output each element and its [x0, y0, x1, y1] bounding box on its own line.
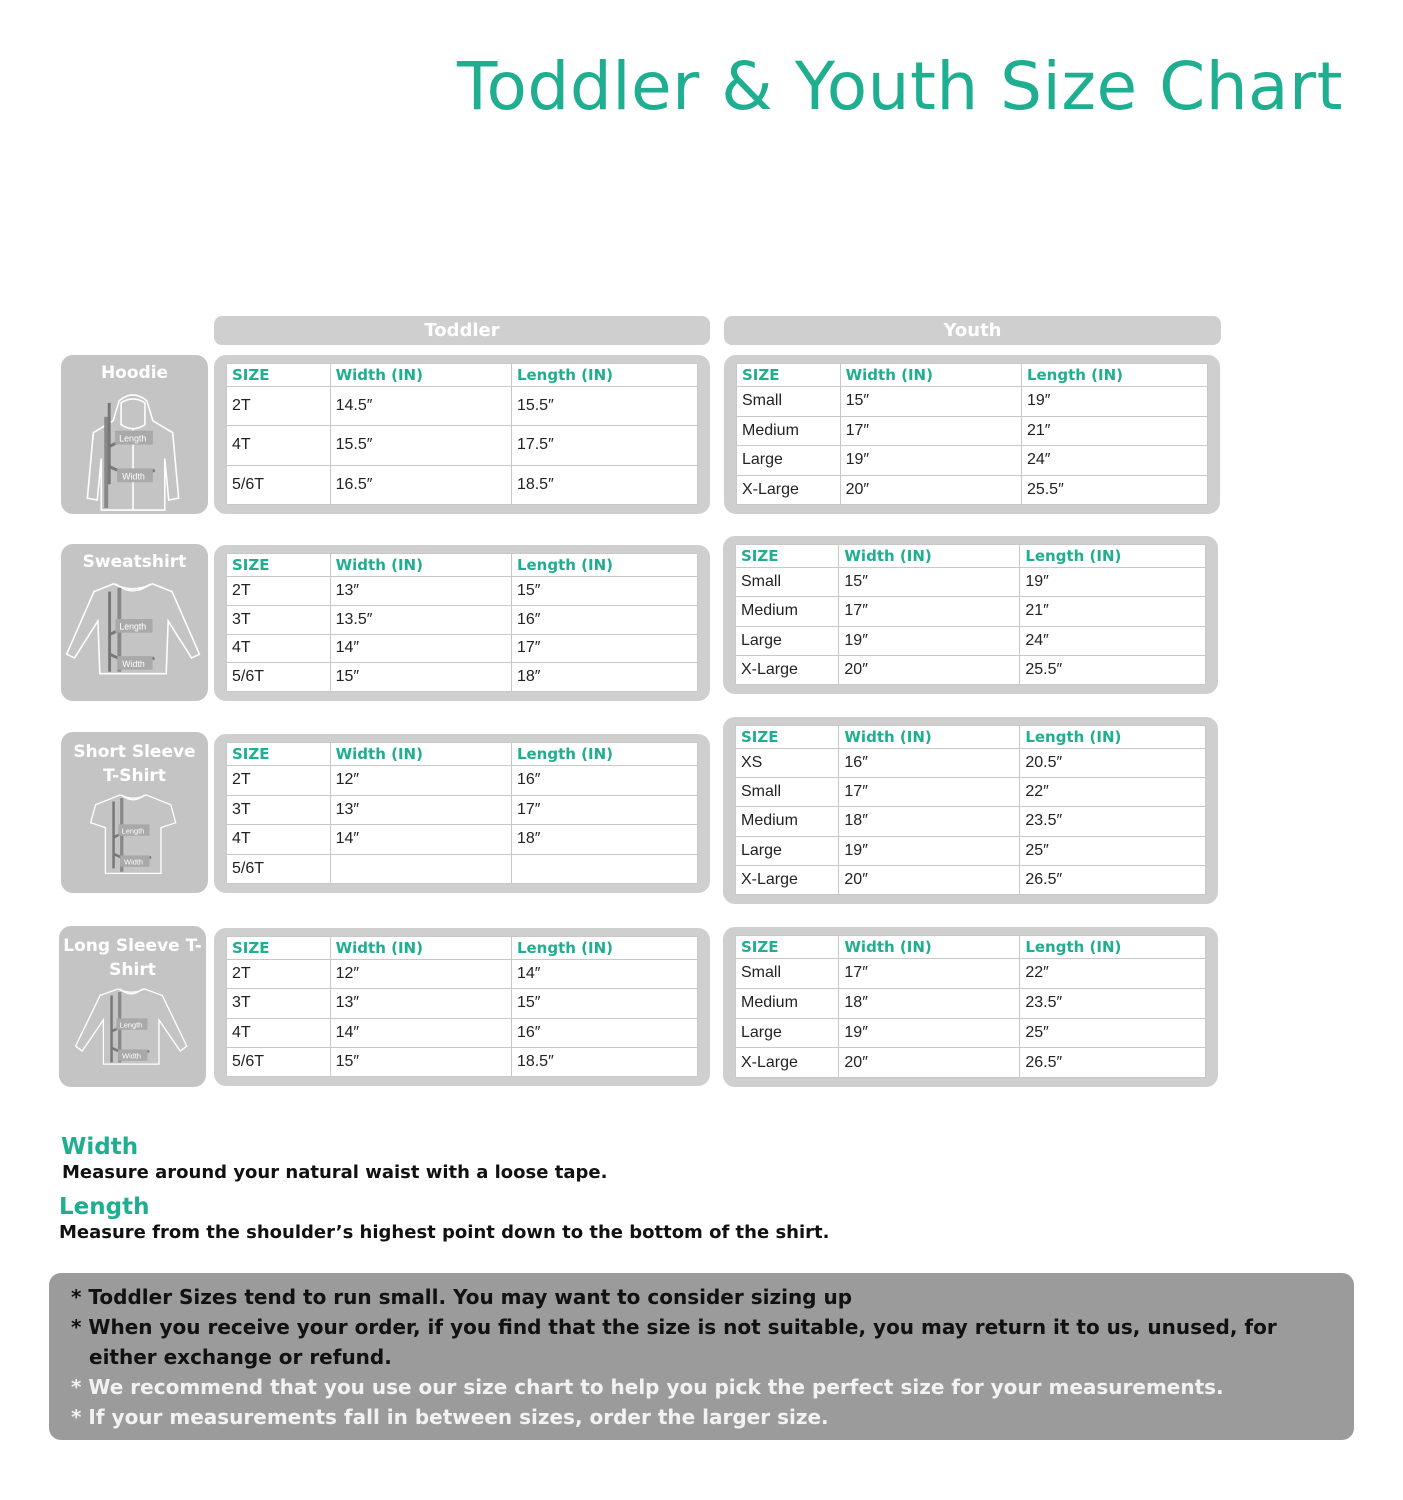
- long-sleeve-t-shirt-youth-size-table: [735, 935, 1206, 1078]
- width-column-header: Width (IN): [330, 937, 511, 960]
- length-cell: 25.5″: [1021, 475, 1207, 505]
- width-cell: [330, 854, 511, 884]
- table-header-row: [736, 936, 1206, 959]
- table-header-row: [736, 545, 1206, 568]
- width-cell: 18″: [839, 807, 1020, 836]
- width-cell: 17″: [839, 778, 1020, 807]
- length-instruction: Measure from the shoulder’s highest point down to the bottom of the shirt.: [59, 1222, 830, 1243]
- size-column-header: SIZE: [227, 554, 331, 577]
- width-column-header: Width (IN): [330, 743, 511, 766]
- table-row: [736, 749, 1206, 778]
- length-cell: 23.5″: [1020, 988, 1206, 1018]
- width-cell: 19″: [839, 1018, 1020, 1048]
- size-cell: XS: [736, 749, 839, 778]
- length-column-header: Length (IN): [511, 364, 697, 387]
- length-cell: 21″: [1020, 597, 1206, 626]
- table-row: [737, 416, 1208, 446]
- width-column-header: Width (IN): [839, 545, 1020, 568]
- table-row: [736, 1018, 1206, 1048]
- table-row: [227, 663, 698, 692]
- youth-group-header: Youth: [724, 316, 1221, 345]
- width-cell: 14.5″: [330, 387, 511, 426]
- long-sleeve-t-shirt-garment-tile: [59, 926, 206, 1087]
- page-title: Toddler & Youth Size Chart: [456, 48, 1343, 125]
- size-cell: 5/6T: [227, 854, 331, 884]
- sweatshirt-toddler-panel: [214, 545, 710, 701]
- width-column-header: Width (IN): [330, 364, 511, 387]
- long-sleeve-t-shirt-youth-panel: [723, 927, 1218, 1087]
- size-cell: 2T: [227, 387, 331, 426]
- width-cell: 13″: [330, 989, 511, 1018]
- table-header-row: [736, 726, 1206, 749]
- width-column-header: Width (IN): [840, 364, 1021, 387]
- length-column-header: Length (IN): [1021, 364, 1207, 387]
- size-cell: Small: [736, 778, 839, 807]
- width-column-header: Width (IN): [839, 726, 1020, 749]
- length-cell: 19″: [1021, 387, 1207, 417]
- size-cell: 5/6T: [227, 663, 331, 692]
- width-cell: 14″: [330, 634, 511, 663]
- length-cell: 18.5″: [511, 1047, 697, 1076]
- width-cell: 20″: [839, 1048, 1020, 1078]
- width-cell: 15.5″: [330, 426, 511, 465]
- width-cell: 14″: [330, 1018, 511, 1047]
- width-cell: 20″: [839, 865, 1020, 894]
- length-column-header: Length (IN): [1020, 726, 1206, 749]
- length-cell: 16″: [511, 766, 697, 796]
- size-cell: Medium: [737, 416, 841, 446]
- table-row: [227, 465, 698, 504]
- size-cell: Large: [737, 446, 841, 476]
- width-cell: 19″: [840, 446, 1021, 476]
- size-cell: X-Large: [736, 1048, 839, 1078]
- width-cell: 17″: [839, 597, 1020, 626]
- table-header-row: [737, 364, 1208, 387]
- width-cell: 18″: [839, 988, 1020, 1018]
- table-row: [737, 475, 1208, 505]
- size-cell: 4T: [227, 825, 331, 855]
- length-cell: 22″: [1020, 959, 1206, 989]
- long-sleeve-t-shirt-toddler-size-table: [226, 936, 698, 1077]
- length-cell: 26.5″: [1020, 1048, 1206, 1078]
- sweatshirt-youth-panel: [723, 536, 1218, 694]
- size-column-header: SIZE: [736, 726, 839, 749]
- size-cell: 4T: [227, 634, 331, 663]
- width-tag-text: Width: [122, 1051, 141, 1061]
- width-cell: 17″: [840, 416, 1021, 446]
- sweatshirt-toddler-size-table: [226, 553, 698, 692]
- short-sleeve-t-shirt-name: Short Sleeve T-Shirt: [73, 742, 196, 786]
- long-sleeve-t-shirt-toddler-panel: [214, 928, 710, 1086]
- size-cell: 3T: [227, 605, 331, 634]
- hoodie-icon: [61, 389, 207, 514]
- table-row: [227, 960, 698, 989]
- hoodie-garment-tile: [61, 355, 208, 514]
- width-cell: 12″: [330, 960, 511, 989]
- table-row: [736, 655, 1206, 684]
- short-sleeve-t-shirt-icon: [61, 790, 207, 893]
- length-column-header: Length (IN): [1020, 936, 1206, 959]
- size-cell: Small: [737, 387, 841, 417]
- width-cell: 16.5″: [330, 465, 511, 504]
- length-cell: 18″: [511, 663, 697, 692]
- size-cell: Medium: [736, 988, 839, 1018]
- width-cell: 19″: [839, 836, 1020, 865]
- table-row: [227, 577, 698, 606]
- toddler-group-header: Toddler: [214, 316, 710, 345]
- short-sleeve-t-shirt-youth-panel: [723, 717, 1218, 904]
- length-cell: 20.5″: [1020, 749, 1206, 778]
- width-cell: 15″: [839, 568, 1020, 597]
- size-cell: 3T: [227, 795, 331, 825]
- length-column-header: Length (IN): [511, 937, 697, 960]
- table-row: [227, 1018, 698, 1047]
- width-cell: 17″: [839, 959, 1020, 989]
- table-header-row: [227, 554, 698, 577]
- hoodie-youth-panel: [724, 355, 1220, 514]
- table-row: [227, 605, 698, 634]
- footer-note-sizing: * Toddler Sizes tend to run small. You may want to consider sizing up: [71, 1285, 853, 1309]
- size-column-header: SIZE: [227, 364, 331, 387]
- table-row: [227, 825, 698, 855]
- short-sleeve-t-shirt-toddler-panel: [214, 734, 710, 893]
- size-cell: X-Large: [736, 655, 839, 684]
- footer-note-returns: * When you receive your order, if you find that the size is not suitable, you may return it to us, unused, for either exchange or refund.: [71, 1315, 1277, 1369]
- footer-note-between-sizes: * If your measurements fall in between sizes, order the larger size.: [71, 1405, 829, 1429]
- size-column-header: SIZE: [736, 545, 839, 568]
- size-column-header: SIZE: [227, 937, 331, 960]
- size-cell: 2T: [227, 766, 331, 796]
- table-row: [227, 766, 698, 796]
- table-row: [227, 387, 698, 426]
- size-cell: Large: [736, 836, 839, 865]
- size-column-header: SIZE: [736, 936, 839, 959]
- table-row: [736, 865, 1206, 894]
- width-cell: 15″: [330, 663, 511, 692]
- length-tag-text: Length: [119, 1020, 143, 1030]
- width-instruction: Measure around your natural waist with a loose tape.: [62, 1162, 608, 1183]
- width-cell: 12″: [330, 766, 511, 796]
- table-row: [736, 778, 1206, 807]
- width-cell: 13″: [330, 795, 511, 825]
- width-tag-text: Width: [122, 658, 145, 669]
- length-cell: 17.5″: [511, 426, 697, 465]
- sweatshirt-youth-size-table: [735, 544, 1206, 685]
- length-cell: [511, 854, 697, 884]
- table-header-row: [227, 364, 698, 387]
- table-row: [736, 959, 1206, 989]
- size-cell: Small: [736, 568, 839, 597]
- length-cell: 24″: [1020, 626, 1206, 655]
- long-sleeve-t-shirt-name: Long Sleeve T-Shirt: [63, 936, 202, 980]
- hoodie-name: Hoodie: [100, 363, 169, 383]
- table-row: [736, 807, 1206, 836]
- width-cell: 15″: [330, 1047, 511, 1076]
- table-row: [227, 989, 698, 1018]
- size-cell: Small: [736, 959, 839, 989]
- short-sleeve-t-shirt-toddler-size-table: [226, 742, 698, 884]
- width-cell: 13″: [330, 577, 511, 606]
- sweatshirt-icon: [61, 578, 207, 701]
- size-cell: 5/6T: [227, 1047, 331, 1076]
- table-row: [736, 988, 1206, 1018]
- length-cell: 17″: [511, 634, 697, 663]
- table-row: [736, 568, 1206, 597]
- length-cell: 15″: [511, 989, 697, 1018]
- table-row: [737, 387, 1208, 417]
- width-cell: 19″: [839, 626, 1020, 655]
- width-column-header: Width (IN): [330, 554, 511, 577]
- length-cell: 21″: [1021, 416, 1207, 446]
- table-row: [736, 836, 1206, 865]
- length-cell: 24″: [1021, 446, 1207, 476]
- length-tag-text: Length: [121, 826, 145, 836]
- size-cell: X-Large: [736, 865, 839, 894]
- length-tag-text: Length: [119, 433, 147, 444]
- sweatshirt-name: Sweatshirt: [82, 552, 187, 572]
- table-header-row: [227, 937, 698, 960]
- length-cell: 14″: [511, 960, 697, 989]
- size-cell: 2T: [227, 577, 331, 606]
- length-column-header: Length (IN): [1020, 545, 1206, 568]
- length-cell: 25″: [1020, 836, 1206, 865]
- hoodie-toddler-size-table: [226, 363, 698, 505]
- length-cell: 25″: [1020, 1018, 1206, 1048]
- length-cell: 25.5″: [1020, 655, 1206, 684]
- width-tag-text: Width: [124, 857, 143, 867]
- width-column-header: Width (IN): [839, 936, 1020, 959]
- table-row: [736, 1048, 1206, 1078]
- length-cell: 22″: [1020, 778, 1206, 807]
- length-cell: 26.5″: [1020, 865, 1206, 894]
- length-cell: 16″: [511, 605, 697, 634]
- hoodie-youth-size-table: [736, 363, 1208, 505]
- size-cell: 4T: [227, 1018, 331, 1047]
- size-cell: Large: [736, 626, 839, 655]
- size-cell: Medium: [736, 597, 839, 626]
- length-heading: Length: [59, 1194, 150, 1220]
- table-row: [227, 795, 698, 825]
- length-cell: 19″: [1020, 568, 1206, 597]
- short-sleeve-t-shirt-youth-size-table: [735, 725, 1206, 895]
- size-cell: 4T: [227, 426, 331, 465]
- length-column-header: Length (IN): [511, 554, 697, 577]
- hoodie-toddler-panel: [214, 355, 710, 514]
- table-row: [736, 597, 1206, 626]
- table-row: [227, 634, 698, 663]
- width-cell: 13.5″: [330, 605, 511, 634]
- size-cell: 2T: [227, 960, 331, 989]
- length-tag-text: Length: [119, 621, 147, 632]
- size-cell: 5/6T: [227, 465, 331, 504]
- footer-notes-box: [49, 1273, 1354, 1440]
- footer-note-recommend: * We recommend that you use our size chart to help you pick the perfect size for your measurements.: [71, 1375, 1224, 1399]
- length-cell: 18.5″: [511, 465, 697, 504]
- table-header-row: [227, 743, 698, 766]
- length-cell: 15.5″: [511, 387, 697, 426]
- width-heading: Width: [61, 1134, 139, 1160]
- long-sleeve-t-shirt-icon: [59, 984, 205, 1087]
- table-row: [227, 854, 698, 884]
- width-cell: 14″: [330, 825, 511, 855]
- length-column-header: Length (IN): [511, 743, 697, 766]
- size-column-header: SIZE: [227, 743, 331, 766]
- sweatshirt-garment-tile: [61, 544, 208, 701]
- short-sleeve-t-shirt-garment-tile: [61, 732, 208, 893]
- size-column-header: SIZE: [737, 364, 841, 387]
- length-cell: 18″: [511, 825, 697, 855]
- size-cell: X-Large: [737, 475, 841, 505]
- width-tag-text: Width: [122, 471, 145, 482]
- width-cell: 20″: [840, 475, 1021, 505]
- table-row: [736, 626, 1206, 655]
- width-cell: 20″: [839, 655, 1020, 684]
- length-cell: 15″: [511, 577, 697, 606]
- length-cell: 17″: [511, 795, 697, 825]
- size-cell: Medium: [736, 807, 839, 836]
- length-cell: 23.5″: [1020, 807, 1206, 836]
- width-cell: 16″: [839, 749, 1020, 778]
- size-cell: Large: [736, 1018, 839, 1048]
- table-row: [227, 426, 698, 465]
- table-row: [227, 1047, 698, 1076]
- length-cell: 16″: [511, 1018, 697, 1047]
- size-cell: 3T: [227, 989, 331, 1018]
- width-cell: 15″: [840, 387, 1021, 417]
- table-row: [737, 446, 1208, 476]
